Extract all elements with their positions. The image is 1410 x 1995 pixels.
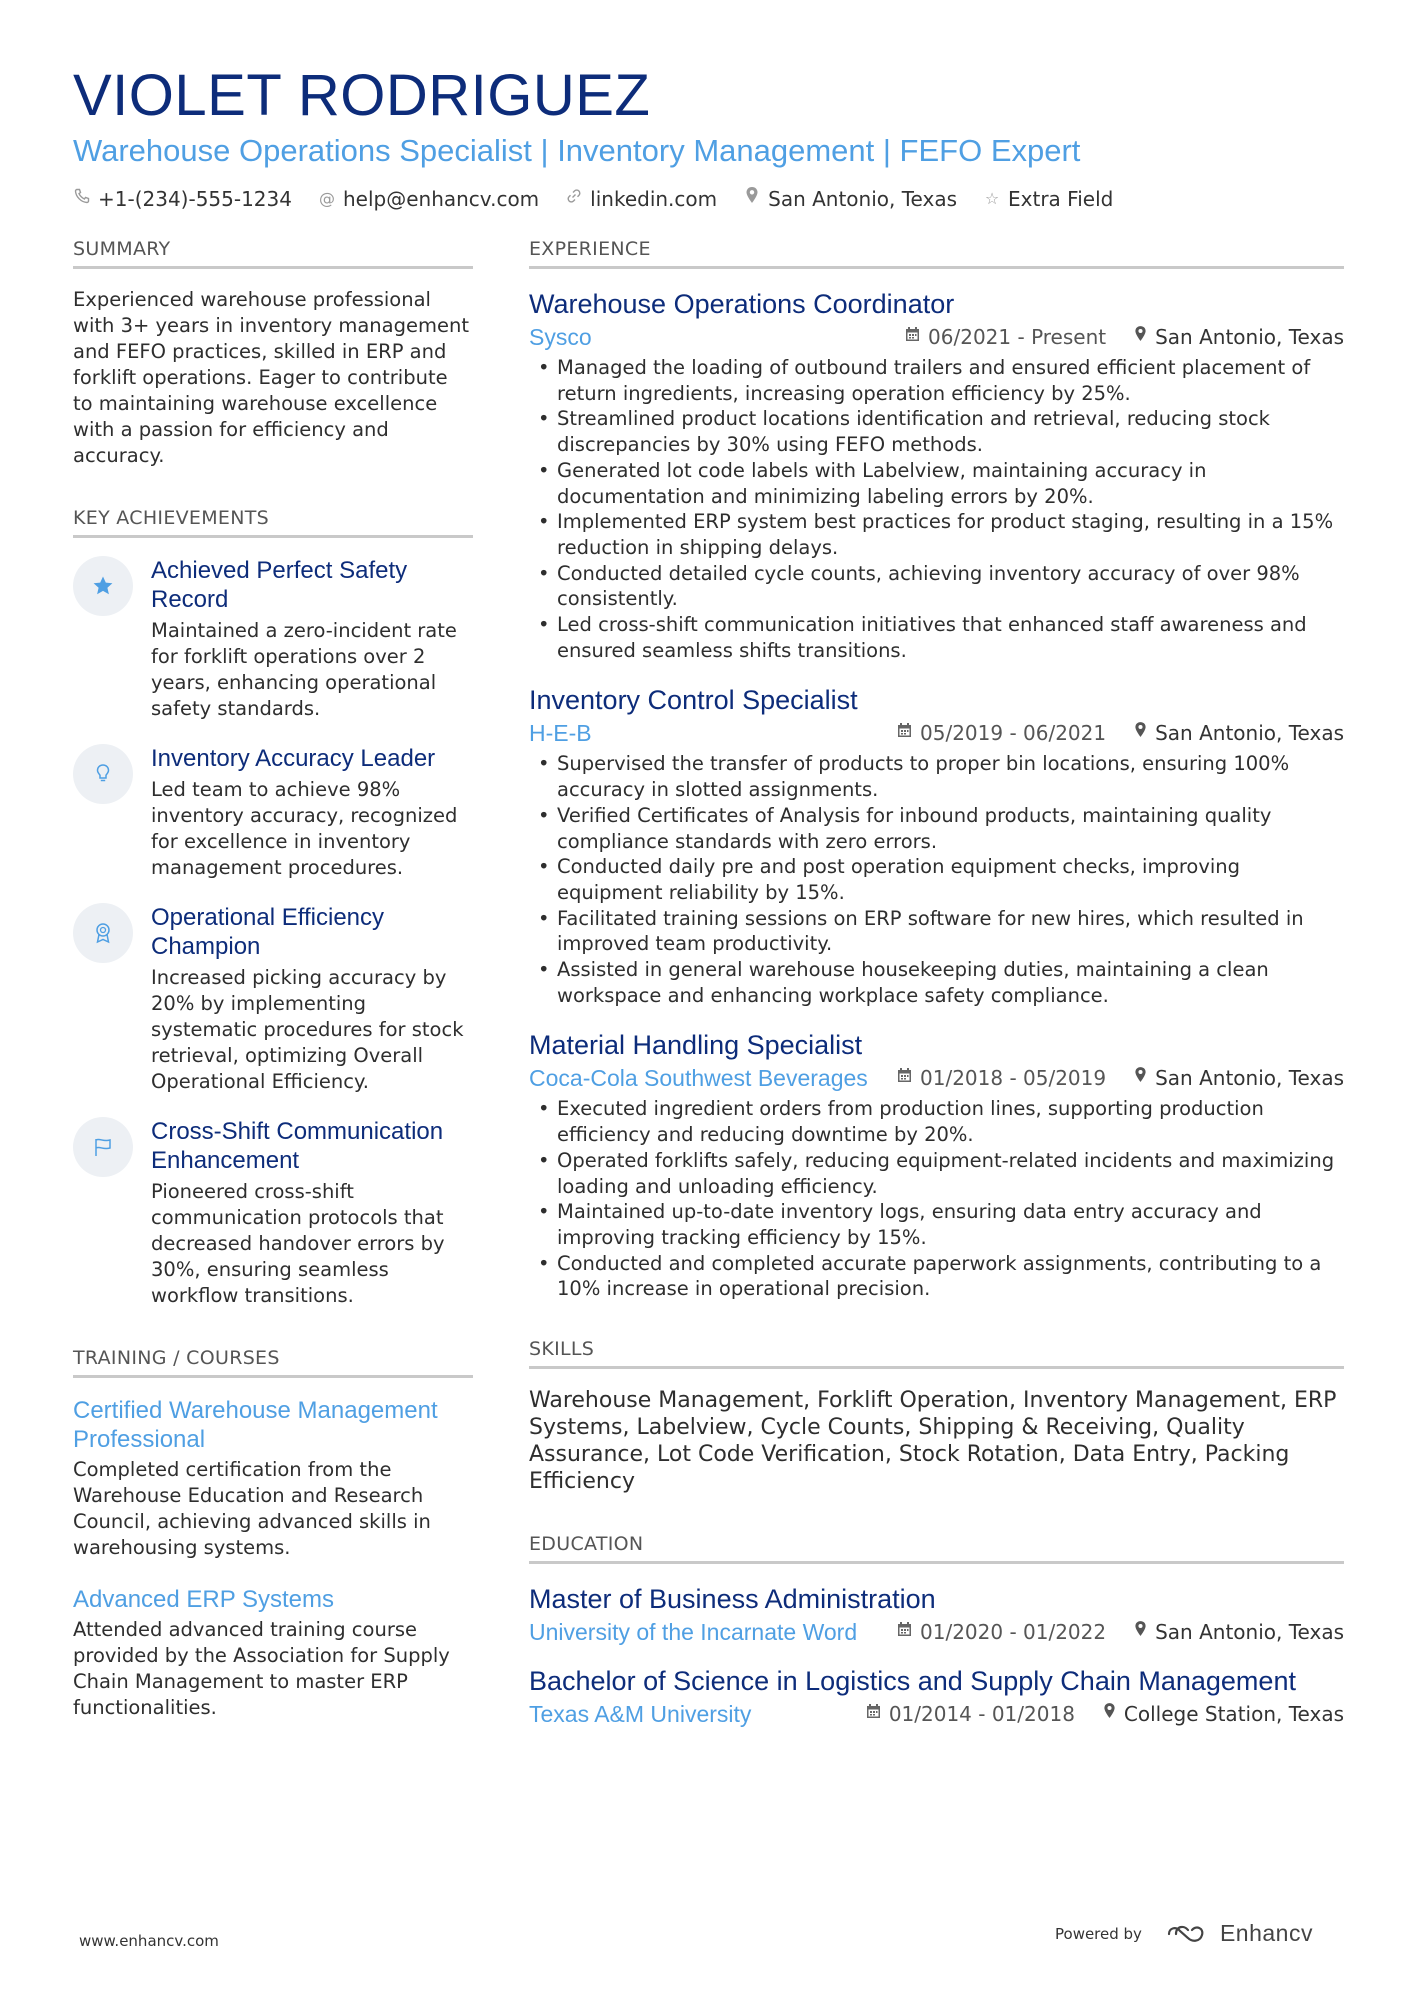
job-bullet: • Generated lot code labels with Labelview, maintaining accuracy in documentation and minimizing labeling errors by 20%. xyxy=(529,458,1344,509)
job-bullet: • Conducted daily pre and post operation equipment checks, improving equipment reliability by 15%. xyxy=(529,854,1344,905)
job-location xyxy=(1134,1064,1344,1092)
summary-text: Experienced warehouse professional with 3+ years in inventory management and FEFO practices, skilled in ERP and forklift operations. Eager to contribute to maintaining warehouse excellence with a passion for efficiency and accuracy. xyxy=(73,288,469,467)
star-icon xyxy=(73,556,133,616)
job-bullet: • Facilitated training sessions on ERP software for new hires, which resulted in improved team productivity. xyxy=(529,906,1344,957)
achievement-body xyxy=(151,903,473,1095)
skills-section xyxy=(529,1338,1344,1495)
job-location-text: San Antonio, Texas xyxy=(1155,325,1344,349)
job-bullet: • Led cross-shift communication initiatives that enhanced staff awareness and ensured seamless shifts transitions. xyxy=(529,612,1344,663)
achievement-title: Cross-Shift Communication Enhancement xyxy=(151,1118,444,1174)
achievement-desc: Maintained a zero-incident rate for forklift operations over 2 years, enhancing operational safety standards. xyxy=(151,619,457,720)
course-title: Certified Warehouse Management Professional xyxy=(73,1397,438,1453)
enhancv-logo[interactable] xyxy=(1166,1920,1313,1947)
achievement-body xyxy=(151,556,473,722)
education-date xyxy=(897,1618,1106,1646)
at-icon: @ xyxy=(318,189,335,208)
achievement-title: Inventory Accuracy Leader xyxy=(151,745,436,772)
course-item xyxy=(73,1585,473,1721)
star-outline-icon: ☆ xyxy=(984,189,1000,208)
achievements-heading: KEY ACHIEVEMENTS xyxy=(73,507,473,538)
job-date xyxy=(897,719,1106,747)
job-bullet: • Verified Certificates of Analysis for inbound products, maintaining quality compliance standards with zero errors. xyxy=(529,803,1344,854)
contact-extra-text: Extra Field xyxy=(1008,187,1114,211)
course-desc: Attended advanced training course provided by the Association for Supply Chain Management to master ERP functionalities. xyxy=(73,1618,450,1719)
course-item xyxy=(73,1396,473,1561)
job-title: Material Handling Specialist xyxy=(529,1030,863,1061)
job-date-text: 05/2019 - 06/2021 xyxy=(920,721,1107,746)
map-pin-icon xyxy=(1134,719,1147,747)
candidate-title: Warehouse Operations Specialist | Inventory Management | FEFO Expert xyxy=(73,133,1081,168)
contact-phone-text: +1-(234)-555-1234 xyxy=(98,187,292,211)
map-pin-icon xyxy=(1103,1700,1116,1728)
job-bullet: • Executed ingredient orders from production lines, supporting production efficiency and reducing downtime by 20%. xyxy=(529,1096,1344,1147)
education-heading: EDUCATION xyxy=(529,1533,1344,1564)
contact-location-text: San Antonio, Texas xyxy=(768,187,958,211)
job-date-text: 01/2018 - 05/2019 xyxy=(920,1066,1107,1091)
education-date-text: 01/2014 - 01/2018 xyxy=(888,1702,1075,1727)
job-title: Warehouse Operations Coordinator xyxy=(529,289,955,319)
job-location xyxy=(1134,719,1344,747)
contact-phone[interactable] xyxy=(73,186,292,212)
contact-email[interactable] xyxy=(318,186,539,212)
job-bullet: • Streamlined product locations identification and retrieval, reducing stock discrepancies by 30% using FEFO methods. xyxy=(529,406,1344,457)
achievement-desc: Led team to achieve 98% inventory accuracy, recognized for excellence in inventory management procedures. xyxy=(151,778,458,879)
link-icon xyxy=(565,186,583,212)
job-entry xyxy=(529,287,1344,663)
education-entry xyxy=(529,1664,1344,1728)
job-meta xyxy=(529,1064,1344,1092)
job-bullet: • Maintained up-to-date inventory logs, ensuring data entry accuracy and improving tracking efficiency by 15%. xyxy=(529,1199,1344,1250)
left-column xyxy=(73,238,473,1745)
award-icon xyxy=(73,903,133,963)
job-company: Coca-Cola Southwest Beverages xyxy=(529,1065,868,1092)
skills-heading: SKILLS xyxy=(529,1338,1344,1369)
job-date xyxy=(897,1064,1106,1092)
job-location xyxy=(1134,323,1344,351)
experience-section xyxy=(529,238,1344,1302)
calendar-icon xyxy=(897,1064,912,1092)
achievement-body xyxy=(151,744,473,881)
education-location xyxy=(1103,1700,1344,1728)
calendar-icon xyxy=(897,719,912,747)
achievement-item xyxy=(73,556,473,722)
job-date-text: 06/2021 - Present xyxy=(928,325,1107,349)
achievement-item xyxy=(73,903,473,1095)
achievement-title: Operational Efficiency Champion xyxy=(151,904,385,960)
job-bullet: • Conducted and completed accurate paperwork assignments, contributing to a 10% increase in operational precision. xyxy=(529,1251,1344,1302)
map-pin-icon xyxy=(1134,1064,1147,1092)
job-bullet: • Supervised the transfer of products to proper bin locations, ensuring 100% accuracy in slotted assignments. xyxy=(529,751,1344,802)
map-pin-icon xyxy=(743,186,761,212)
powered-by-text: Powered by xyxy=(1055,1924,1142,1943)
education-date xyxy=(866,1700,1075,1728)
achievement-desc: Pioneered cross-shift communication protocols that decreased handover errors by 30%, ensuring seamless workflow transitions. xyxy=(151,1180,445,1307)
job-bullets xyxy=(529,1096,1344,1302)
job-title: Inventory Control Specialist xyxy=(529,685,858,716)
calendar-icon xyxy=(897,1618,912,1646)
lightbulb-icon xyxy=(73,744,133,804)
training-section xyxy=(73,1347,473,1721)
job-entry xyxy=(529,1028,1344,1302)
achievement-title: Achieved Perfect Safety Record xyxy=(151,557,408,613)
phone-icon xyxy=(73,186,91,212)
right-column xyxy=(529,238,1344,1746)
footer-brand-area xyxy=(1055,1920,1313,1947)
job-entry xyxy=(529,683,1344,1008)
course-title: Advanced ERP Systems xyxy=(73,1586,335,1613)
education-section xyxy=(529,1533,1344,1728)
education-school: University of the Incarnate Word xyxy=(529,1619,858,1646)
job-bullet: • Managed the loading of outbound trailers and ensured efficient placement of return ingredients, increasing operation efficiency by 25%. xyxy=(529,355,1344,406)
enhancv-logo-icon xyxy=(1166,1922,1210,1946)
summary-heading: SUMMARY xyxy=(73,238,473,269)
job-meta xyxy=(529,323,1344,351)
map-pin-icon xyxy=(1134,1618,1147,1646)
experience-heading: EXPERIENCE xyxy=(529,238,1344,269)
achievement-item xyxy=(73,744,473,881)
job-bullet: • Implemented ERP system best practices for product staging, resulting in a 15% reduction in shipping delays. xyxy=(529,509,1344,560)
skills-text: Warehouse Management, Forklift Operation, Inventory Management, ERP Systems, Labelview, Cycle Counts, Shipping & Receiving, Quality Assurance, Lot Code Verification, Stock Rotation, Data Entry, Packing Efficiency xyxy=(529,1388,1337,1495)
education-degree: Master of Business Administration xyxy=(529,1584,936,1615)
course-desc: Completed certification from the Warehouse Education and Research Council, achieving advanced skills in warehousing systems. xyxy=(73,1458,431,1559)
education-entry xyxy=(529,1582,1344,1646)
achievement-body xyxy=(151,1117,473,1309)
calendar-icon xyxy=(905,323,920,351)
job-company: Sysco xyxy=(529,324,592,350)
education-meta xyxy=(529,1618,1344,1646)
education-location-text: San Antonio, Texas xyxy=(1155,1620,1344,1645)
job-date xyxy=(905,323,1106,351)
job-location-text: San Antonio, Texas xyxy=(1155,1066,1344,1091)
achievement-desc: Increased picking accuracy by 20% by implementing systematic procedures for stock retrieval, optimizing Overall Operational Efficiency. xyxy=(151,966,464,1093)
training-heading: TRAINING / COURSES xyxy=(73,1347,473,1378)
enhancv-logo-text: Enhancv xyxy=(1219,1920,1313,1946)
contact-location xyxy=(743,186,957,212)
job-company: H-E-B xyxy=(529,720,592,747)
achievements-section xyxy=(73,507,473,1309)
achievement-item xyxy=(73,1117,473,1309)
contact-linkedin-text: linkedin.com xyxy=(590,187,718,211)
education-meta xyxy=(529,1700,1344,1728)
contact-email-text: help@enhancv.com xyxy=(342,187,540,211)
footer-website[interactable]: www.enhancv.com xyxy=(79,1932,219,1950)
job-bullet: • Conducted detailed cycle counts, achieving inventory accuracy of over 98% consistently. xyxy=(529,561,1344,612)
contact-linkedin[interactable] xyxy=(565,186,717,212)
job-bullets xyxy=(529,751,1344,1008)
job-bullet: • Operated forklifts safely, reducing equipment-related incidents and maximizing loading and unloading efficiency. xyxy=(529,1148,1344,1199)
contact-extra xyxy=(983,186,1113,212)
job-bullets xyxy=(529,355,1344,663)
education-location-text: College Station, Texas xyxy=(1123,1702,1344,1727)
candidate-name: VIOLET RODRIGUEZ xyxy=(73,63,651,128)
resume-header xyxy=(73,62,1343,212)
job-meta xyxy=(529,719,1344,747)
contact-bar xyxy=(73,186,1343,212)
job-location-text: San Antonio, Texas xyxy=(1155,721,1344,746)
education-date-text: 01/2020 - 01/2022 xyxy=(920,1620,1107,1645)
job-bullet: • Assisted in general warehouse housekeeping duties, maintaining a clean workspace and enhancing workplace safety compliance. xyxy=(529,957,1344,1008)
education-school: Texas A&M University xyxy=(529,1701,752,1728)
education-degree: Bachelor of Science in Logistics and Supply Chain Management xyxy=(529,1666,1296,1697)
map-pin-icon xyxy=(1134,323,1147,351)
calendar-icon xyxy=(866,1700,881,1728)
education-location xyxy=(1134,1618,1344,1646)
flag-icon xyxy=(73,1117,133,1177)
summary-section xyxy=(73,238,473,469)
